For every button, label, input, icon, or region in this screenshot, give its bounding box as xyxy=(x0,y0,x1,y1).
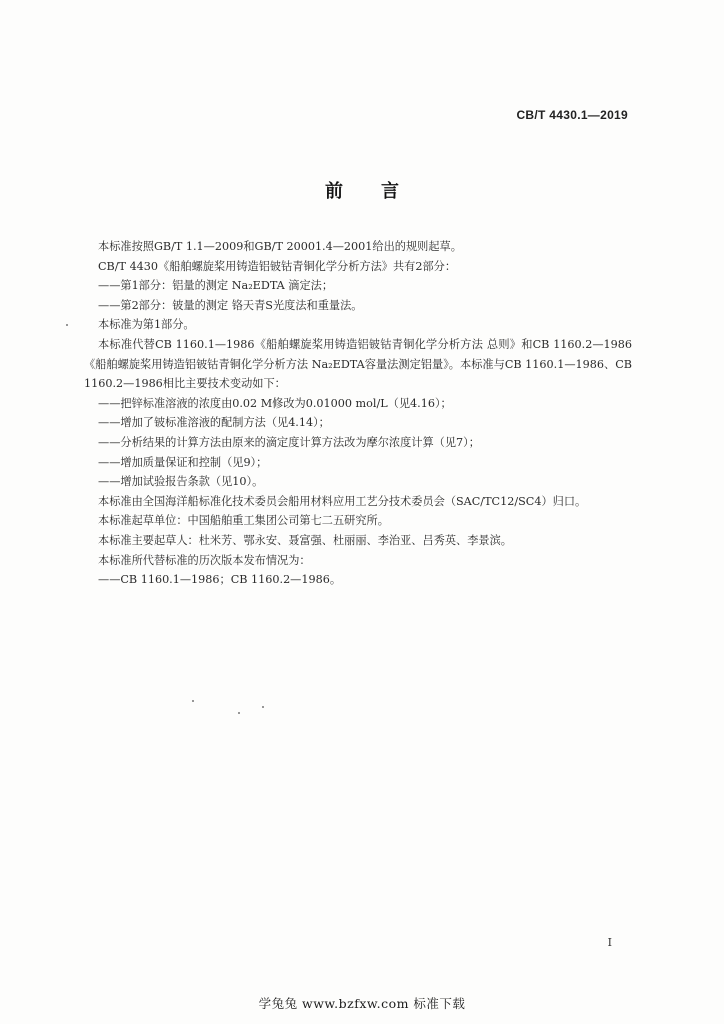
list-item-change-report: ——增加试验报告条款（见10）。 xyxy=(98,475,264,489)
list-item-change-zinc: ——把锌标准溶液的浓度由0.02 M修改为0.01000 mol/L（见4.16）； xyxy=(98,396,452,410)
paragraph-this-part: 本标准为第1部分。 xyxy=(98,318,195,332)
paragraph-drafters: 本标准主要起草人：杜米芳、鄂永安、聂富强、杜丽丽、李治亚、吕秀英、李景滨。 xyxy=(98,533,512,547)
foreword-body xyxy=(84,237,632,590)
standard-number: CB/T 4430.1—2019 xyxy=(516,108,628,122)
paragraph-drafting-unit: 本标准起草单位：中国船舶重工集团公司第七二五研究所。 xyxy=(98,514,389,528)
list-item-part-1: ——第1部分：铝量的测定 Na₂EDTA 滴定法； xyxy=(98,279,334,293)
paragraph-history: 本标准所代替标准的历次版本发布情况为： xyxy=(98,553,311,567)
scan-speck xyxy=(262,706,264,708)
list-item-history-editions: ——CB 1160.1—1986；CB 1160.2—1986。 xyxy=(98,573,342,587)
scan-speck xyxy=(192,700,194,702)
list-item-change-calculation: ——分析结果的计算方法由原来的滴定度计算方法改为摩尔浓度计算（见7）； xyxy=(98,435,480,449)
scan-speck xyxy=(66,324,68,326)
list-item-change-quality: ——增加质量保证和控制（见9）； xyxy=(98,455,268,469)
list-item-part-2: ——第2部分：铍量的测定 铬天青S光度法和重量法。 xyxy=(98,298,363,312)
site-footer: 学兔兔 www.bzfxw.com 标准下载 xyxy=(258,996,466,1011)
paragraph-drafting-rules: 本标准按照GB/T 1.1—2009和GB/T 20001.4—2001给出的规则起草。 xyxy=(98,240,462,253)
scan-speck xyxy=(238,712,240,714)
paragraph-replaces: 本标准代替CB 1160.1—1986《船舶螺旋桨用铸造铝铍钴青铜化学分析方法 总则》和CB 1160.2—1986《船舶螺旋桨用铸造铝铍钴青铜化学分析方法 Na₂EDTA容量法测定铝量》。本标准与CB 1160.1—1986、CB 1160.2—1986相比主要技术变动如下： xyxy=(84,337,632,391)
list-item-change-beryllium: ——增加了铍标准溶液的配制方法（见4.14）； xyxy=(98,416,330,430)
paragraph-committee: 本标准由全国海洋船标准化技术委员会船用材料应用工艺分技术委员会（SAC/TC12/SC4）归口。 xyxy=(98,494,587,508)
paragraph-series-parts: CB/T 4430《船舶螺旋桨用铸造铝铍钴青铜化学分析方法》共有2部分： xyxy=(98,259,457,273)
page-title: 前言 xyxy=(325,181,437,202)
page-number: I xyxy=(607,936,612,949)
